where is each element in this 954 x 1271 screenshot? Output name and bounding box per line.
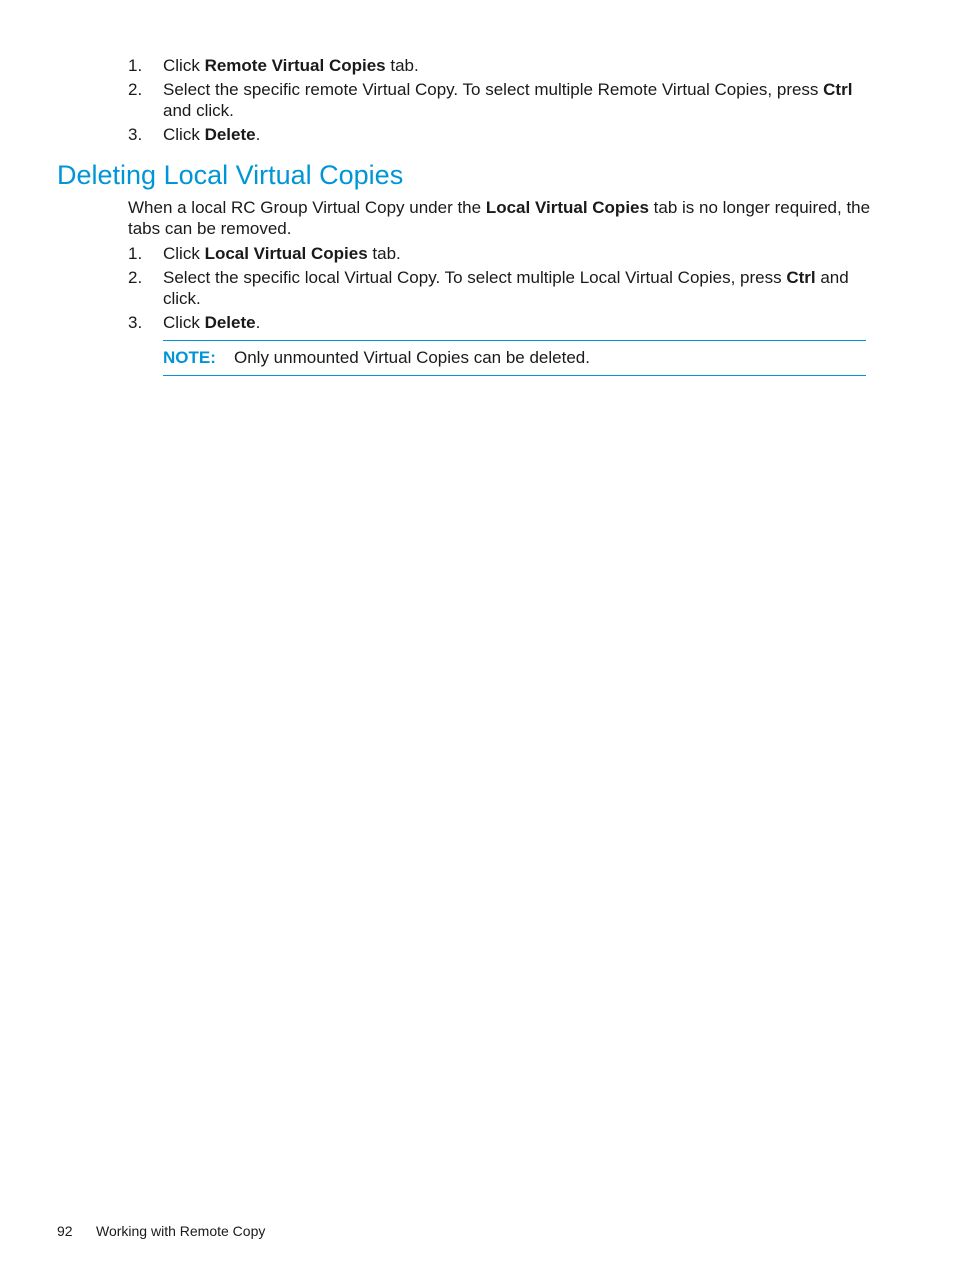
step-text: Select the specific remote Virtual Copy. To select multiple Remote Virtual Copies, press Ctrl and click. bbox=[163, 80, 853, 120]
ui-term: Local Virtual Copies bbox=[204, 244, 368, 263]
step-number: 3. bbox=[128, 313, 143, 332]
step-number: 3. bbox=[128, 125, 143, 144]
step-text: Click Delete. bbox=[163, 125, 261, 144]
intro-paragraph: When a local RC Group Virtual Copy under the Local Virtual Copies tab is no longer required, the tabs can be removed. bbox=[128, 198, 871, 238]
ui-term: Remote Virtual Copies bbox=[204, 56, 386, 75]
ui-term: Delete bbox=[204, 313, 256, 332]
section-heading: Deleting Local Virtual Copies bbox=[57, 160, 404, 190]
step-number: 2. bbox=[128, 80, 143, 99]
step-number: 2. bbox=[128, 268, 143, 287]
step-text: Click Local Virtual Copies tab. bbox=[163, 244, 401, 263]
ui-term: Local Virtual Copies bbox=[485, 198, 649, 217]
step-number: 1. bbox=[128, 244, 143, 263]
ui-term: Ctrl bbox=[823, 80, 853, 99]
step-text: Select the specific local Virtual Copy. To select multiple Local Virtual Copies, press Ctrl and click. bbox=[163, 268, 849, 308]
step-text: Click Delete. bbox=[163, 313, 261, 332]
step-number: 1. bbox=[128, 56, 143, 75]
step-text: Click Remote Virtual Copies tab. bbox=[163, 56, 419, 75]
note-box bbox=[163, 340, 866, 376]
page-footer bbox=[57, 1222, 265, 1240]
note-label: NOTE: bbox=[163, 348, 216, 367]
note-text: Only unmounted Virtual Copies can be deleted. bbox=[234, 348, 590, 367]
page-number: 92 bbox=[57, 1223, 73, 1239]
footer-title: Working with Remote Copy bbox=[96, 1223, 266, 1239]
ui-term: Delete bbox=[204, 125, 256, 144]
ui-term: Ctrl bbox=[786, 268, 816, 287]
